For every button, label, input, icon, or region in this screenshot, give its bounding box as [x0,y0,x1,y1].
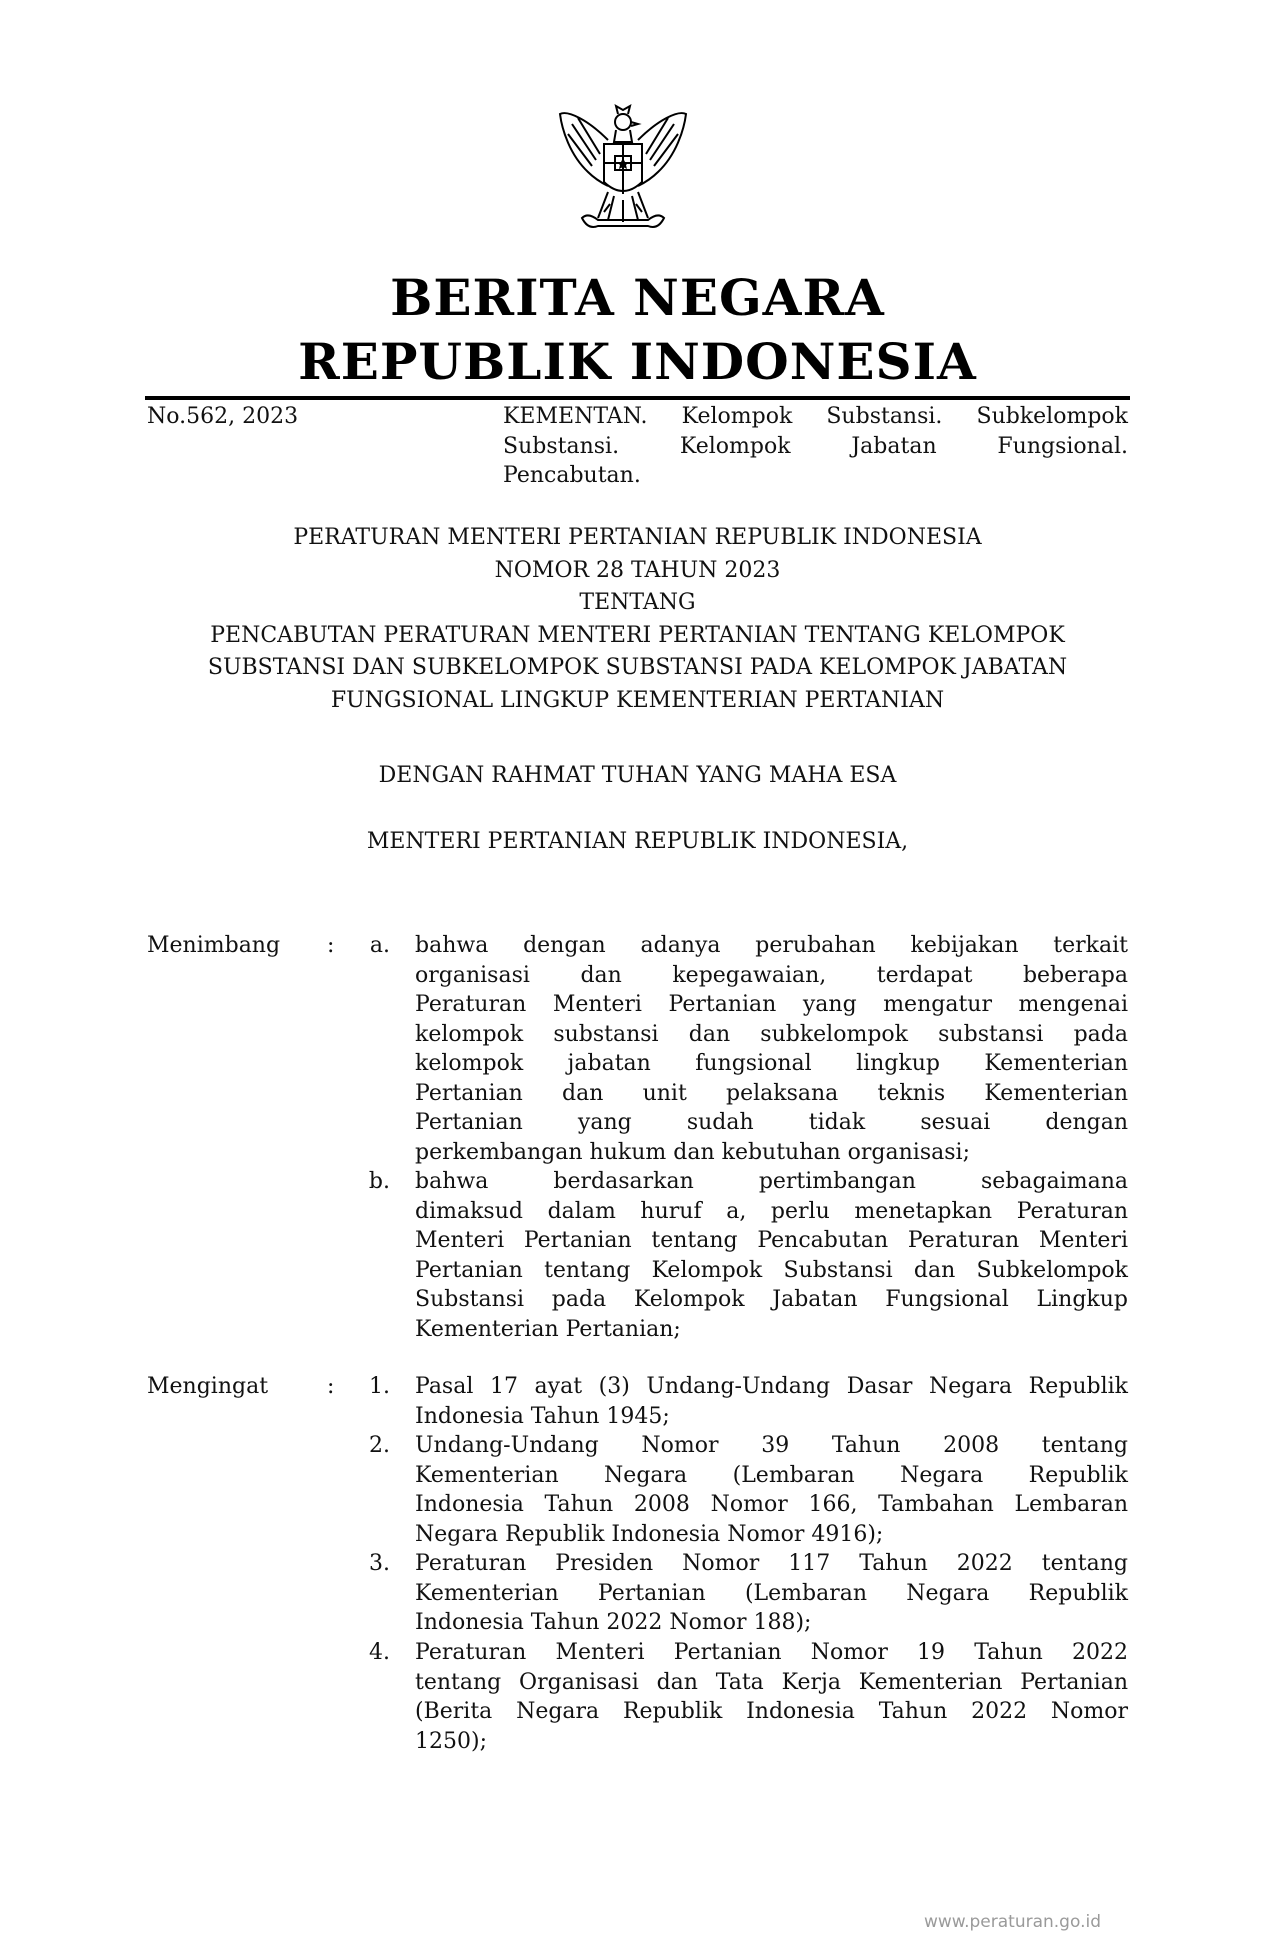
invocation: DENGAN RAHMAT TUHAN YANG MAHA ESA [378,763,897,788]
text-line: 1250); [415,1728,487,1754]
title-line: FUNGSIONAL LINGKUP KEMENTERIAN PERTANIAN [330,687,945,713]
text-line: Negara Republik Indonesia Nomor 4916); [415,1521,884,1547]
mengingat-item-3 [415,1549,1128,1638]
regulation-title [0,522,1275,717]
mengingat-label: Mengingat [147,1374,269,1399]
gazette-keywords [503,402,1128,491]
keywords-line: KEMENTAN. Kelompok Substansi. Subkelompok [503,404,1128,429]
masthead-title: BERITA NEGARA [390,268,885,327]
title-line: SUBSTANSI DAN SUBKELOMPOK SUBSTANSI PADA KELOMPOK JABATAN [207,655,1068,680]
mengingat-item-2 [415,1431,1128,1549]
mengingat-colon: : [327,1374,335,1399]
text-line: Pertanian tentang Kelompok Substansi dan Subkelompok [415,1257,1128,1283]
title-line: NOMOR 28 TAHUN 2023 [494,557,781,583]
garuda-pancasila-emblem-icon [548,100,698,250]
text-line: Peraturan Menteri Pertanian Nomor 19 Tahun 2022 [415,1640,1128,1665]
text-line: Peraturan Menteri Pertanian yang mengatur mengenai [415,992,1128,1017]
keywords-line: Substansi. Kelompok Jabatan Fungsional. [503,433,1128,459]
text-line: kelompok substansi dan subkelompok substansi pada [415,1021,1128,1047]
item-marker: 1. [369,1374,390,1399]
menimbang-item-a [415,931,1128,1167]
item-marker: 3. [369,1551,390,1576]
text-line: kelompok jabatan fungsional lingkup Kementerian [415,1051,1128,1076]
masthead-rule [145,396,1130,400]
mengingat-item-1 [415,1372,1128,1431]
text-line: bahwa berdasarkan pertimbangan sebagaimana [415,1169,1128,1194]
text-line: Kementerian Pertanian (Lembaran Negara Republik [415,1580,1128,1606]
menimbang-item-b [415,1167,1128,1344]
text-line: Indonesia Tahun 2022 Nomor 188); [415,1610,812,1635]
text-line: organisasi dan kepegawaian, terdapat beberapa [415,962,1128,988]
text-line: Pertanian dan unit pelaksana teknis Kementerian [415,1080,1128,1106]
text-line: Indonesia Tahun 1945; [415,1403,670,1429]
issuer: MENTERI PERTANIAN REPUBLIK INDONESIA, [366,829,909,854]
text-line: Substansi pada Kelompok Jabatan Fungsional Lingkup [415,1287,1128,1312]
text-line: Pertanian yang sudah tidak sesuai dengan [415,1110,1128,1135]
text-line: Indonesia Tahun 2008 Nomor 166, Tambahan Lembaran [415,1492,1128,1517]
text-line: Kementerian Pertanian; [415,1316,681,1342]
item-marker: a. [369,933,390,958]
keywords-line: Pencabutan. [503,463,641,488]
text-line: Pasal 17 ayat (3) Undang-Undang Dasar Negara Republik [415,1374,1128,1399]
gazette-number: No.562, 2023 [147,404,299,429]
item-marker: 4. [369,1640,390,1665]
menimbang-colon: : [327,933,335,958]
item-marker: 2. [369,1433,390,1458]
text-line: Undang-Undang Nomor 39 Tahun 2008 tentang [415,1433,1128,1458]
footer-url: www.peraturan.go.id [923,1912,1101,1932]
title-line: PENCABUTAN PERATURAN MENTERI PERTANIAN TENTANG KELOMPOK [210,622,1065,648]
menimbang-label: Menimbang [147,933,281,958]
mengingat-item-4 [415,1638,1128,1756]
text-line: bahwa dengan adanya perubahan kebijakan terkait [415,933,1128,958]
masthead-subtitle: REPUBLIK INDONESIA [298,332,977,391]
text-line: Kementerian Negara (Lembaran Negara Republik [415,1462,1128,1488]
item-marker: b. [368,1169,390,1194]
title-line: TENTANG [579,590,696,615]
title-line: PERATURAN MENTERI PERTANIAN REPUBLIK INDONESIA [293,525,982,550]
text-line: Menteri Pertanian tentang Pencabutan Peraturan Menteri [415,1228,1128,1253]
text-line: tentang Organisasi dan Tata Kerja Kementerian Pertanian [415,1669,1128,1695]
text-line: perkembangan hukum dan kebutuhan organisasi; [415,1139,970,1165]
text-line: Peraturan Presiden Nomor 117 Tahun 2022 tentang [415,1551,1128,1576]
text-line: dimaksud dalam huruf a, perlu menetapkan Peraturan [415,1198,1128,1224]
text-line: (Berita Negara Republik Indonesia Tahun 2022 Nomor [415,1699,1128,1724]
